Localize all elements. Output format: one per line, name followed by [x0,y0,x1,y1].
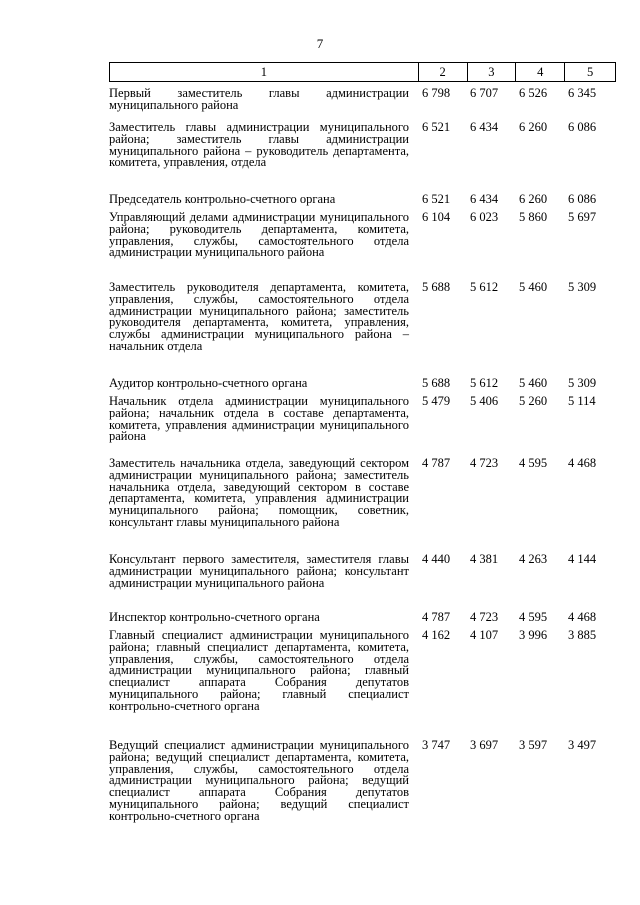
table-row [109,194,616,206]
position-label: Первый заместитель главы администрации муниципального района [109,86,409,112]
table-row [109,282,616,353]
column-header-2: 2 [418,63,467,82]
salary-value-col5: 3 497 [568,738,597,752]
column-header-4: 4 [516,63,565,82]
salary-value-col3: 3 697 [470,738,499,752]
position-label: Аудитор контрольно-счетного органа [109,376,308,390]
table-row [109,630,616,713]
position-label: Управляющий делами администрации муниципального района; руководитель департамента, комитета, управления, службы, самостоятельного отдела администрации муниципального района [109,210,409,260]
position-label: Председатель контрольно-счетного органа [109,192,336,206]
position-label: Заместитель руководителя департамента, комитета, управления, службы, самостоятельного отдела администрации муниципального района; заместитель руководителя департамента, комитета, управления, службы администрации муниципального района – начальник отдела [109,280,409,353]
salary-value-col5: 5 697 [568,210,597,224]
salary-value-col2: 4 787 [422,456,451,470]
table-row [109,612,616,624]
salary-value-col5: 4 468 [568,456,597,470]
salary-value-col5: 3 885 [568,628,597,642]
column-header-3: 3 [467,63,516,82]
salary-value-col4: 5 860 [519,210,548,224]
salary-value-col2: 4 787 [422,610,451,624]
position-label: Заместитель начальника отдела, заведующий сектором администрации муниципального района; заместитель начальника отдела, заведующий сектором в составе департамента, комитета, управления администрации муниципального района; помощник, советник, консультант главы муниципального района [109,456,409,529]
salary-value-col3: 6 434 [470,120,499,134]
salary-value-col3: 4 107 [470,628,499,642]
page-number: 7 [316,36,324,51]
table-row [109,88,616,112]
salary-value-col2: 5 688 [422,376,451,390]
salary-value-col4: 4 263 [519,552,548,566]
salary-value-col5: 5 309 [568,280,597,294]
position-label: Заместитель главы администрации муниципального района; заместитель главы администрации муниципального района – руководитель департамента, комитета, управления, отдела [109,120,409,170]
salary-value-col2: 5 688 [422,280,451,294]
position-label: Консультант первого заместителя, заместителя главы администрации муниципального района; консультант администрации муниципального района [109,552,409,590]
salary-value-col2: 6 104 [422,210,451,224]
salary-value-col5: 5 309 [568,376,597,390]
salary-value-col3: 4 723 [470,456,499,470]
position-label: Начальник отдела администрации муниципального района; начальник отдела в составе департамента, комитета, управления администрации муниципального района [109,394,409,444]
position-label: Инспектор контрольно-счетного органа [109,610,320,624]
table-row [109,396,616,443]
salary-value-col4: 6 526 [519,86,548,100]
salary-value-col4: 5 460 [519,376,548,390]
salary-value-col4: 6 260 [519,120,548,134]
salary-value-col4: 6 260 [519,192,548,206]
column-header-row [110,63,616,82]
column-header-table [109,62,616,82]
salary-value-col4: 4 595 [519,610,548,624]
salary-value-col3: 5 612 [470,280,499,294]
salary-value-col3: 4 381 [470,552,499,566]
table-row [109,554,616,589]
salary-value-col2: 6 798 [422,86,451,100]
salary-value-col4: 5 260 [519,394,548,408]
salary-value-col2: 3 747 [422,738,451,752]
column-header-1: 1 [110,63,419,82]
column-header-5: 5 [565,63,616,82]
salary-value-col4: 3 597 [519,738,548,752]
salary-value-col3: 6 023 [470,210,499,224]
salary-value-col2: 6 521 [422,192,451,206]
salary-value-col5: 5 114 [568,394,596,408]
salary-value-col5: 6 086 [568,120,597,134]
salary-value-col4: 5 460 [519,280,548,294]
salary-value-col2: 5 479 [422,394,451,408]
salary-value-col5: 4 468 [568,610,597,624]
salary-value-col4: 4 595 [519,456,548,470]
position-label: Главный специалист администрации муниципального района; главный специалист департамента, комитета, управления, службы, самостоятельного отдела администрации муниципального района; главный специалист аппарата Собрания депутатов муниципального района; главный специалист контрольно-счетного органа [109,628,409,713]
salary-value-col3: 5 406 [470,394,499,408]
salary-value-col2: 4 162 [422,628,451,642]
table-row [109,122,616,169]
table-row [109,212,616,259]
salary-value-col2: 4 440 [422,552,451,566]
salary-value-col2: 6 521 [422,120,451,134]
salary-value-col4: 3 996 [519,628,548,642]
table-row [109,458,616,529]
salary-value-col3: 5 612 [470,376,499,390]
salary-value-col3: 4 723 [470,610,499,624]
salary-value-col3: 6 707 [470,86,499,100]
salary-value-col3: 6 434 [470,192,499,206]
table-row [109,378,616,390]
position-label: Ведущий специалист администрации муниципального района; ведущий специалист департамента, комитета, управления, службы, самостоятельного отдела администрации муниципального района; ведущий специалист аппарата Собрания депутатов муниципального района; ведущий специалист контрольно-счетного органа [109,738,409,823]
table-row [109,740,616,823]
salary-value-col5: 6 345 [568,86,597,100]
salary-value-col5: 6 086 [568,192,597,206]
salary-value-col5: 4 144 [568,552,597,566]
